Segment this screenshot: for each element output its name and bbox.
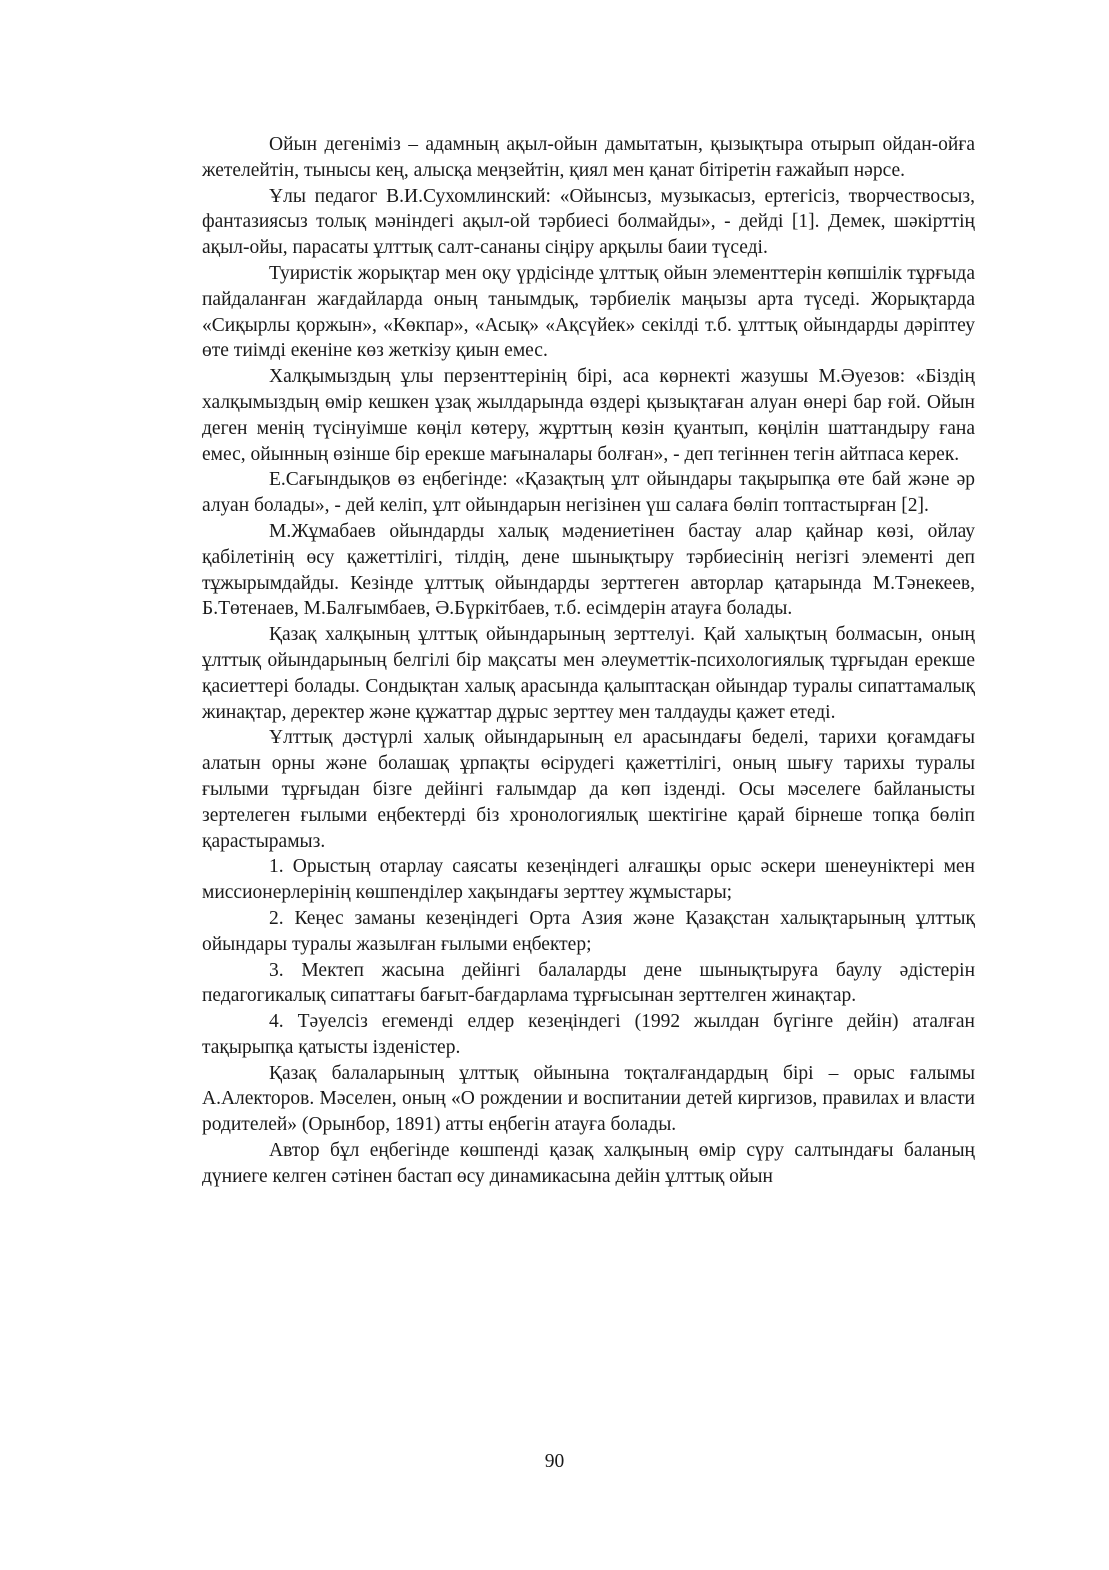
body-text (202, 132, 975, 1190)
list-item: 2. Кеңес заманы кезеңіндегі Орта Азия және Қазақстан халықтарының ұлттық ойындары туралы жазылған ғылыми еңбектер; (202, 907, 975, 955)
list-item: 1. Орыстың отарлау саясаты кезеңіндегі алғашқы орыс әскери шенеуніктері мен миссионерлерінің көшпенділер хақындағы зерттеу жұмыстары; (202, 856, 975, 904)
paragraph: Автор бұл еңбегінде көшпенді қазақ халқының өмір сүру салтындағы баланың дүниеге келген сәтінен бастап өсу динамикасына дейін ұлттық ойын (202, 1140, 975, 1187)
paragraph: М.Жұмабаев ойындарды халық мәдениетінен бастау алар қайнар көзі, ойлау қабілетінің өсу қажеттілігі, тілдің, дене шынықтыру тәрбиесінің негізгі элементі деп тұжырымдайды. Кезінде ұлттық ойындарды зерттеген авторлар қатарында М.Тәнекеев, Б.Төтенаев, М.Балғымбаев, Ә.Бүркітбаев, т.б. есімдерін атауға болады. (202, 520, 975, 620)
paragraph: Қазақ халқының ұлттық ойындарының зерттелуі. Қай халықтың болмасын, оның ұлттық ойындарының белгілі бір мақсаты мен әлеуметтік-психологиялық тұрғыдан ерекше қасиеттері болады. Сондықтан халық арасында қалыптасқан ойындар туралы сипаттамалық жинақтар, деректер және құжаттар дұрыс зерттеу мен талдауды қажет етеді. (202, 624, 975, 723)
paragraph: Халқымыздың ұлы перзенттерінің бірі, аса көрнекті жазушы М.Әуезов: «Біздің халқымыздың өмір кешкен ұзақ жылдарында өздері қызықтаған алуан өнері бар ғой. Ойын деген менің түсінуімше көңіл көтеру, жұрттың көзін қуантып, көңілін шаттандыру ғана емес, ойынның өзінше бір ерекше мағыналары болған», - деп тегіннен тегін айтпаса керек. (202, 366, 975, 465)
paragraph: Е.Сағындықов өз еңбегінде: «Қазақтың ұлт ойындары тақырыпқа өте бай және әр алуан болады», - дей келіп, ұлт ойындарын негізінен үш салаға бөліп топтастырған [2]. (202, 469, 975, 517)
list-item: 4. Тәуелсіз егеменді елдер кезеңіндегі (1992 жылдан бүгінге дейін) аталған тақырыпқа қатысты ізденістер. (202, 1011, 975, 1058)
paragraph: Қазақ балаларының ұлттық ойынына тоқталғандардың бірі – орыс ғалымы А.Алекторов. Мәселен, оның «О рождении и воспитании детей киргизов, правилах и власти родителей» (Орынбор, 1891) атты еңбегін атауға болады. (202, 1062, 975, 1136)
page-number: 90 (544, 1451, 565, 1472)
paragraph: Ұлы педагог В.И.Сухомлинский: «Ойынсыз, музыкасыз, ертегісіз, творчествосыз, фантазиясыз толық мәніндегі ақыл-ой тәрбиесі болмайды», - дейді [1]. Демек, шәкірттің ақыл-ойы, парасаты ұлттық салт-сананы сіңіру арқылы баии түседі. (202, 185, 975, 259)
list-item: 3. Мектеп жасына дейінгі балаларды дене шынықтыруға баулу әдістерін педагогикалық сипаттағы бағыт-бағдарлама тұрғысынан зерттелген жинақтар. (202, 959, 975, 1007)
paragraph: Ұлттық дәстүрлі халық ойындарының ел арасындағы беделі, тарихи қоғамдағы алатын орны және болашақ ұрпақты өсірудегі қажеттілігі, оның шығу тарихы туралы ғылыми тұрғыдан бізге дейінгі ғалымдар да көп ізденді. Осы мәселеге байланысты зертелеген ғылыми еңбектерді біз хронологиялық шектігіне қарай бірнеше топқа бөліп қарастырамыз. (202, 727, 975, 852)
paragraph: Ойын дегеніміз – адамның ақыл-ойын дамытатын, қызықтыра отырып ойдан-ойға жетелейтін, тынысы кең, алысқа меңзейтін, қиял мен қанат бітіретін ғажайып нәрсе. (202, 134, 975, 181)
paragraph: Туиристік жорықтар мен оқу үрдісінде ұлттық ойын элементтерін көпшілік тұрғыда пайдаланған жағдайларда оның танымдық, тәрбиелік маңызы арта түседі. Жорықтарда «Сиқырлы қоржын», «Көкпар», «Асық» «Ақсүйек» секілді т.б. ұлттық ойындарды дәріптеу өте тиімді екеніне көз жеткізу қиын емес. (202, 262, 975, 362)
